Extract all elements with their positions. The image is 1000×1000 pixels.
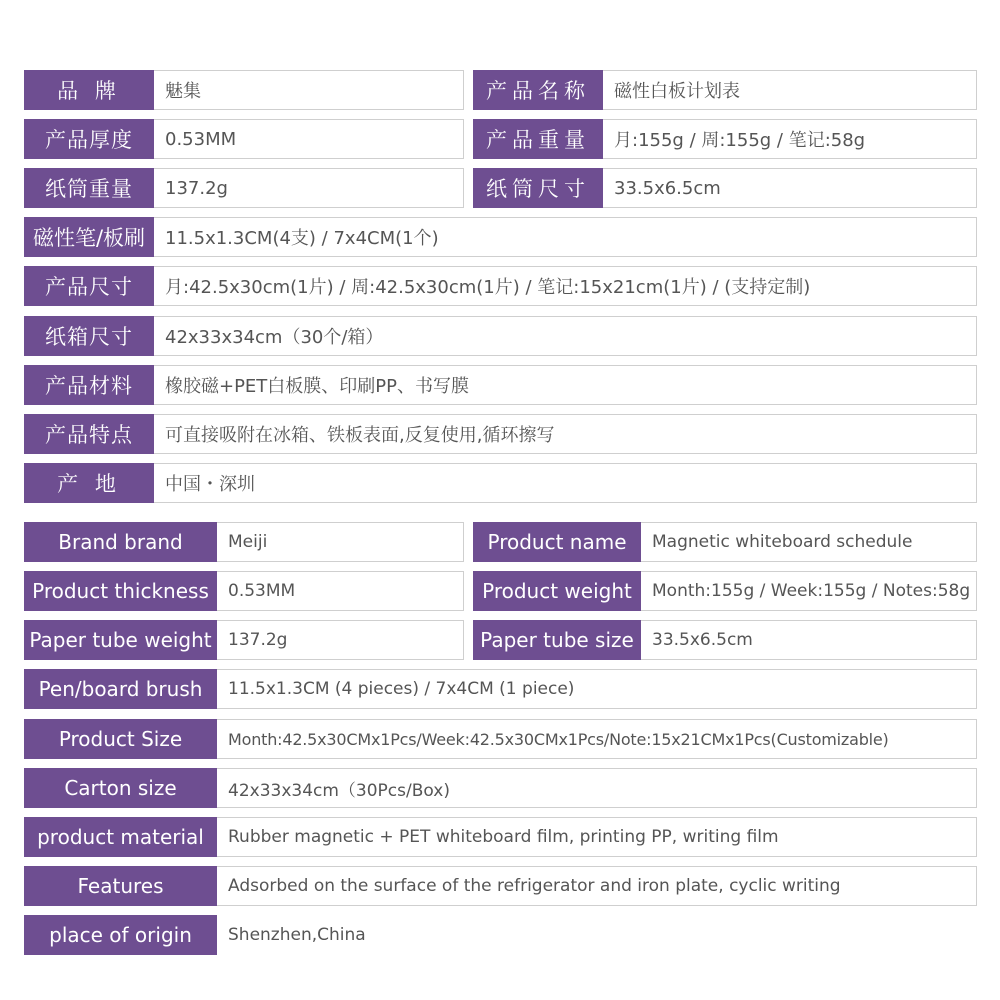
spec-label: 磁性笔/板刷	[24, 217, 154, 257]
spec-value: 11.5x1.3CM(4支) / 7x4CM(1个)	[154, 217, 977, 257]
spec-label: Product Size	[24, 719, 217, 759]
spec-value: 中国・深圳	[154, 463, 977, 503]
spec-value: 月:155g / 周:155g / 笔记:58g	[603, 119, 977, 159]
spec-row-weight-cn	[473, 119, 977, 159]
spec-row-thickness-en	[24, 571, 464, 611]
spec-label: product material	[24, 817, 217, 857]
spec-row-product-name-en	[473, 522, 977, 562]
spec-label: 纸箱尺寸	[24, 316, 154, 356]
spec-value: Month:155g / Week:155g / Notes:58g	[641, 571, 977, 611]
spec-value: Meiji	[217, 522, 464, 562]
spec-row-pen-brush-cn	[24, 217, 977, 257]
spec-label: 产品重量	[473, 119, 603, 159]
spec-row-material-en	[24, 817, 977, 857]
spec-label: 纸筒尺寸	[473, 168, 603, 208]
spec-row-carton-cn	[24, 316, 977, 356]
spec-row-thickness-cn	[24, 119, 464, 159]
spec-value: 11.5x1.3CM (4 pieces) / 7x4CM (1 piece)	[217, 669, 977, 709]
spec-row-tube-size-cn	[473, 168, 977, 208]
spec-label: Product name	[473, 522, 641, 562]
spec-label: 品 牌	[24, 70, 154, 110]
spec-row-weight-en	[473, 571, 977, 611]
spec-label: 产 地	[24, 463, 154, 503]
spec-value: 137.2g	[154, 168, 464, 208]
spec-row-tube-size-en	[473, 620, 977, 660]
spec-value: 33.5x6.5cm	[603, 168, 977, 208]
spec-value: 0.53MM	[217, 571, 464, 611]
spec-label: Features	[24, 866, 217, 906]
spec-label: Paper tube weight	[24, 620, 217, 660]
spec-label: Product thickness	[24, 571, 217, 611]
spec-value: Month:42.5x30CMx1Pcs/Week:42.5x30CMx1Pcs/Note:15x21CMx1Pcs(Customizable)	[217, 719, 977, 759]
spec-row-brand-cn	[24, 70, 464, 110]
spec-value: Adsorbed on the surface of the refrigerator and iron plate, cyclic writing	[217, 866, 977, 906]
spec-row-size-en	[24, 719, 977, 759]
spec-value: 0.53MM	[154, 119, 464, 159]
spec-label: Pen/board brush	[24, 669, 217, 709]
spec-label: place of origin	[24, 915, 217, 955]
spec-value: Rubber magnetic + PET whiteboard film, printing PP, writing film	[217, 817, 977, 857]
spec-value: 橡胶磁+PET白板膜、印刷PP、书写膜	[154, 365, 977, 405]
spec-value: Magnetic whiteboard schedule	[641, 522, 977, 562]
spec-value: 月:42.5x30cm(1片) / 周:42.5x30cm(1片) / 笔记:15x21cm(1片) / (支持定制)	[154, 266, 977, 306]
spec-value: 磁性白板计划表	[603, 70, 977, 110]
spec-row-brand-en	[24, 522, 464, 562]
spec-row-carton-en	[24, 768, 977, 808]
spec-row-origin-en	[24, 915, 977, 955]
spec-label: Carton size	[24, 768, 217, 808]
spec-row-origin-cn	[24, 463, 977, 503]
spec-row-material-cn	[24, 365, 977, 405]
spec-value: 137.2g	[217, 620, 464, 660]
spec-label: 产品厚度	[24, 119, 154, 159]
spec-row-pen-brush-en	[24, 669, 977, 709]
spec-row-tube-weight-en	[24, 620, 464, 660]
spec-value: 魅集	[154, 70, 464, 110]
spec-value: 33.5x6.5cm	[641, 620, 977, 660]
spec-value: 42x33x34cm（30Pcs/Box)	[217, 768, 977, 808]
spec-value: 可直接吸附在冰箱、铁板表面,反复使用,循环擦写	[154, 414, 977, 454]
spec-row-tube-weight-cn	[24, 168, 464, 208]
spec-label: Product weight	[473, 571, 641, 611]
spec-value: 42x33x34cm（30个/箱）	[154, 316, 977, 356]
spec-label: 产品特点	[24, 414, 154, 454]
spec-label: Paper tube size	[473, 620, 641, 660]
spec-row-size-cn	[24, 266, 977, 306]
spec-label: Brand brand	[24, 522, 217, 562]
spec-row-product-name-cn	[473, 70, 977, 110]
spec-label: 纸筒重量	[24, 168, 154, 208]
spec-row-features-en	[24, 866, 977, 906]
spec-row-features-cn	[24, 414, 977, 454]
spec-value: Shenzhen,China	[228, 925, 366, 945]
spec-label: 产品名称	[473, 70, 603, 110]
spec-label: 产品材料	[24, 365, 154, 405]
spec-label: 产品尺寸	[24, 266, 154, 306]
